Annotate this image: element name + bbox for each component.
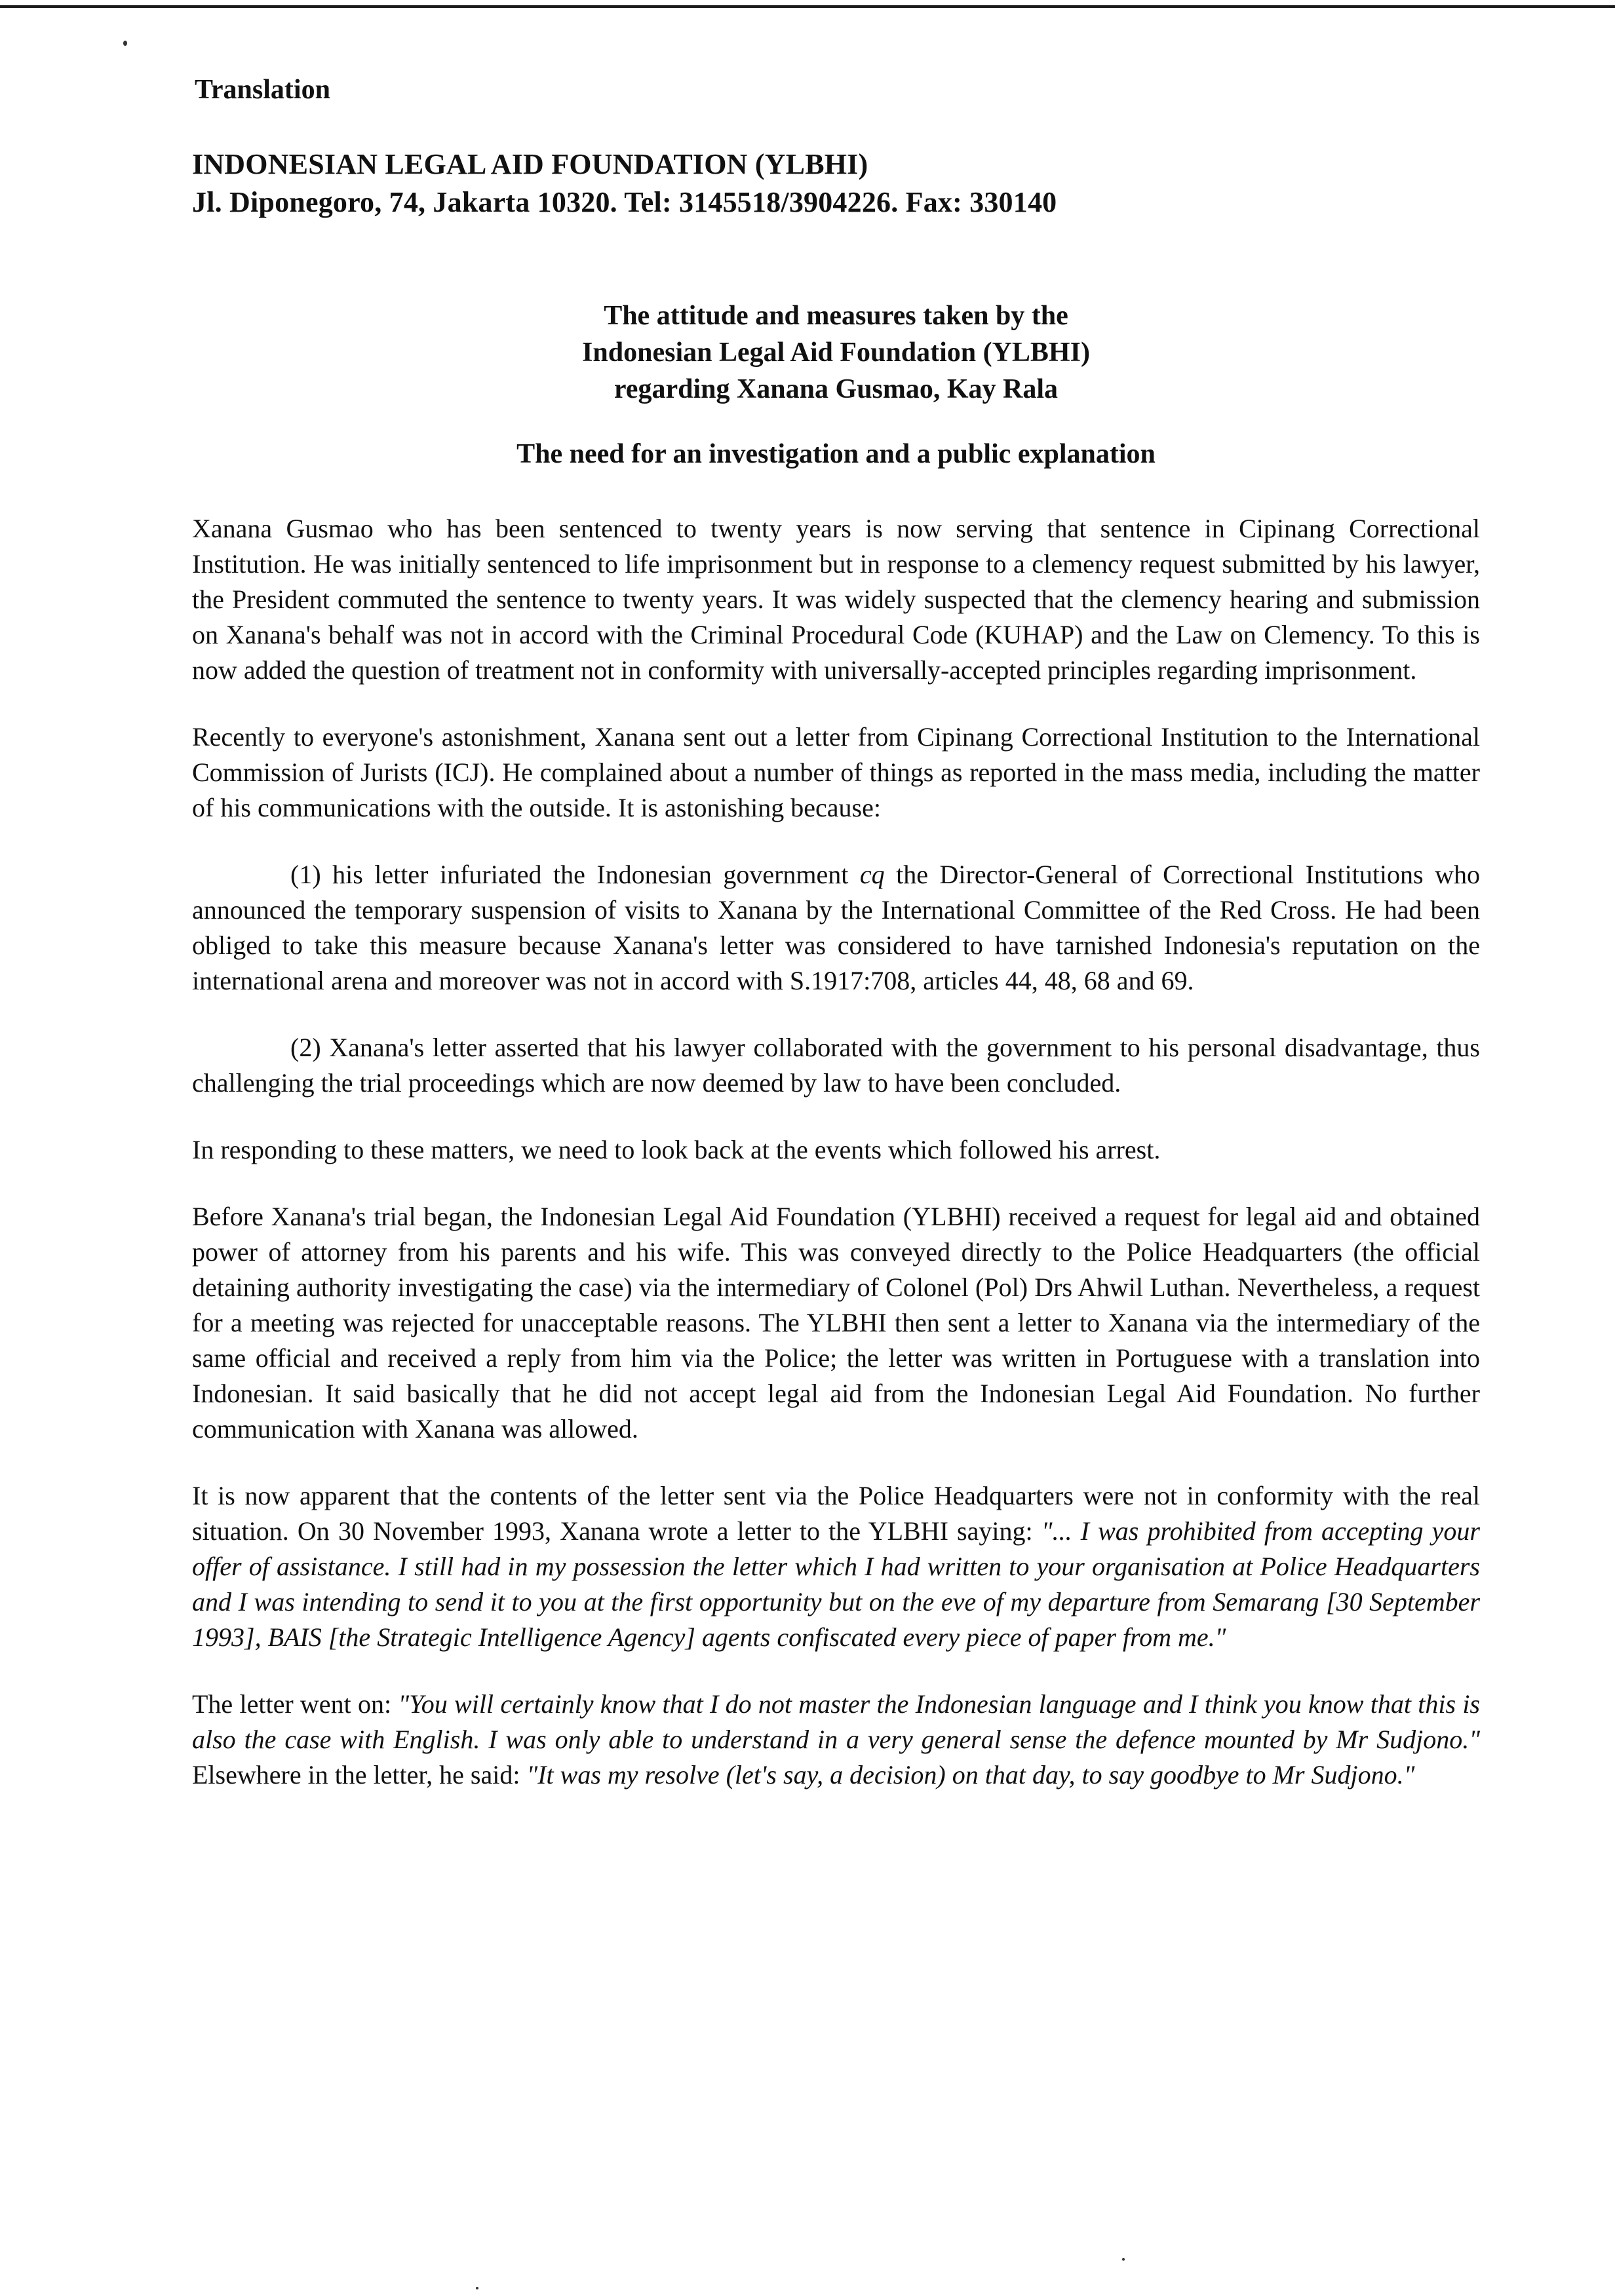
- scan-speck: [123, 41, 127, 46]
- italic-quote: "It was my resolve (let's say, a decision) on that day, to say goodbye to Mr Sudjono.": [526, 1760, 1415, 1789]
- italic-term: cq: [859, 860, 885, 889]
- title-line: Indonesian Legal Aid Foundation (YLBHI): [582, 337, 1090, 368]
- title-line: The attitude and measures taken by the: [604, 301, 1068, 331]
- body-paragraph: [192, 1687, 1480, 1793]
- body-paragraph: In responding to these matters, we need to look back at the events which followed his arrest.: [192, 1135, 1161, 1164]
- numbered-point-1: [192, 857, 1480, 999]
- numbered-point-2: (2) Xanana's letter asserted that his lawyer collaborated with the government to his personal disadvantage, thus challenging the trial proceedings which are now deemed by law to have been concluded.: [192, 1033, 1480, 1098]
- body-paragraph: Recently to everyone's astonishment, Xanana sent out a letter from Cipinang Correctional Institution to the International Commission of Jurists (ICJ). He complained about a number of things as reported in the mass media, including the matter of his communications with the outside. It is astonishing because:: [192, 722, 1480, 822]
- top-rule: [0, 5, 1615, 8]
- text-run: (1) his letter infuriated the Indonesian government: [290, 860, 860, 889]
- text-run: the Director-General of Correctional Institutions who announced the temporary suspension of visits to Xanana by the International Committee of the Red Cross. He had been obliged to take this measure because Xanana's letter was considered to have tarnished Indonesia's reputation on the international arena and moreover was not in accord with S.1917:708, articles 44, 48, 68 and 69.: [192, 860, 1480, 995]
- scan-speck: [1122, 2258, 1125, 2261]
- body-paragraph: Before Xanana's trial began, the Indonesian Legal Aid Foundation (YLBHI) received a request for legal aid and obtained power of attorney from his parents and his wife. This was conveyed directly to the Police Headquarters (the official detaining authority investigating the case) via the intermediary of Colonel (Pol) Drs Ahwil Luthan. Nevertheless, a request for a meeting was rejected for unacceptable reasons. The YLBHI then sent a letter to Xanana via the intermediary of the same official and received a reply from him via the Police; the letter was written in Portuguese with a translation into Indonesian. It said basically that he did not accept legal aid from the Indonesian Legal Aid Foundation. No further communication with Xanana was allowed.: [192, 1202, 1480, 1444]
- organization-address: Jl. Diponegoro, 74, Jakarta 10320. Tel: 3145518/3904226. Fax: 330140: [192, 186, 1057, 218]
- organization-name: INDONESIAN LEGAL AID FOUNDATION (YLBHI): [192, 148, 868, 180]
- text-run: It is now apparent that the contents of the letter sent via the Police Headquarters were not in conformity with the real situation. On 30 November 1993, Xanana wrote a letter to the YLBHI saying:: [192, 1481, 1480, 1546]
- body-paragraph: Xanana Gusmao who has been sentenced to twenty years is now serving that sentence in Cipinang Correctional Institution. He was initially sentenced to life imprisonment but in response to a clemency request submitted by his lawyer, the President commuted the sentence to twenty years. It was widely suspected that the clemency hearing and submission on Xanana's behalf was not in accord with the Criminal Procedural Code (KUHAP) and the Law on Clemency. To this is now added the question of treatment not in conformity with universally-accepted principles regarding imprisonment.: [192, 514, 1480, 685]
- text-run: The letter went on:: [192, 1689, 399, 1719]
- body-paragraph: [192, 1478, 1480, 1655]
- italic-quote: "... I was prohibited from accepting your offer of assistance. I still had in my possession the letter which I had written to your organisation at Police Headquarters and I was intending to send it to you at the first opportunity but on the eve of my departure from Semarang [30 September 1993], BAIS [the Strategic Intelligence Agency] agents confiscated every piece of paper from me.": [192, 1516, 1480, 1652]
- document-page: [192, 72, 1480, 1793]
- italic-quote: "You will certainly know that I do not master the Indonesian language and I think you know that this is also the case with English. I was only able to understand in a very general sense the defence mounted by Mr Sudjono.": [192, 1689, 1480, 1754]
- scan-speck: [476, 2287, 478, 2289]
- text-run: Elsewhere in the letter, he said:: [192, 1760, 527, 1789]
- document-title: [192, 297, 1480, 408]
- translation-label: Translation: [195, 75, 330, 105]
- title-line: regarding Xanana Gusmao, Kay Rala: [613, 374, 1059, 404]
- document-subtitle: The need for an investigation and a public explanation: [516, 439, 1156, 469]
